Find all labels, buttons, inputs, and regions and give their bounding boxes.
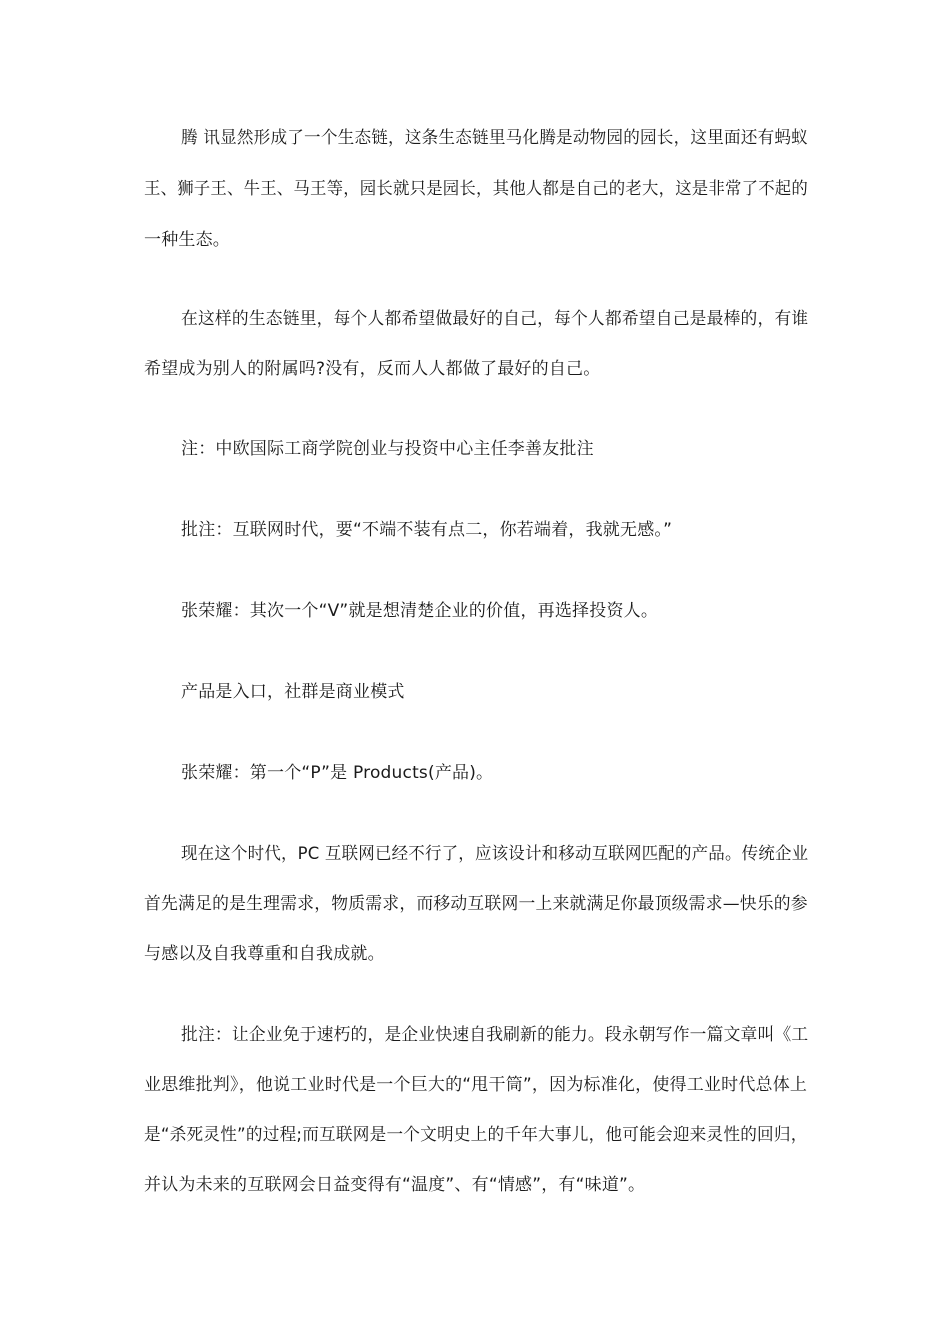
paragraph-5-line-1: 张荣耀：其次一个“V”就是想清楚企业的价值，再选择投资人。 (181, 601, 659, 621)
paragraph-6-line-1: 产品是入口，社群是商业模式 (181, 682, 405, 702)
paragraph-7-line-1: 张荣耀：第一个“P”是 Products(产品)。 (181, 763, 494, 783)
paragraph-1-line-1: 腾 讯显然形成了一个生态链，这条生态链里马化腾是动物园的园长，这里面还有蚂蚁 (181, 128, 808, 148)
paragraph-8-line-2: 首先满足的是生理需求，物质需求，而移动互联网一上来就满足你最顶级需求—快乐的参 (144, 894, 808, 914)
paragraph-3-line-1: 注：中欧国际工商学院创业与投资中心主任李善友批注 (181, 439, 594, 459)
paragraph-9-line-2: 业思维批判》，他说工业时代是一个巨大的“甩干筒”，因为标准化，使得工业时代总体上 (144, 1075, 808, 1095)
paragraph-4-line-1: 批注：互联网时代，要“不端不装有点二，你若端着，我就无感。” (181, 520, 673, 540)
paragraph-1-line-3: 一种生态。 (144, 230, 230, 250)
paragraph-9-line-1: 批注：让企业免于速朽的，是企业快速自我刷新的能力。段永朝写作一篇文章叫《工 (181, 1025, 809, 1045)
paragraph-8-line-1: 现在这个时代，PC 互联网已经不行了，应该设计和移动互联网匹配的产品。传统企业 (181, 844, 809, 864)
paragraph-9-line-4: 并认为未来的互联网会日益变得有“温度”、有“情感”，有“味道”。 (144, 1175, 646, 1195)
paragraph-2-line-2: 希望成为别人的附属吗?没有，反而人人都做了最好的自己。 (144, 359, 601, 379)
paragraph-2-line-1: 在这样的生态链里，每个人都希望做最好的自己，每个人都希望自己是最棒的，有谁 (181, 309, 809, 329)
paragraph-8-line-3: 与感以及自我尊重和自我成就。 (144, 944, 385, 964)
paragraph-1-line-2: 王、狮子王、牛王、马王等，园长就只是园长，其他人都是自己的老大，这是非常了不起的 (144, 179, 808, 199)
paragraph-9-line-3: 是“杀死灵性”的过程;而互联网是一个文明史上的千年大事儿，他可能会迎来灵性的回归， (144, 1125, 808, 1145)
